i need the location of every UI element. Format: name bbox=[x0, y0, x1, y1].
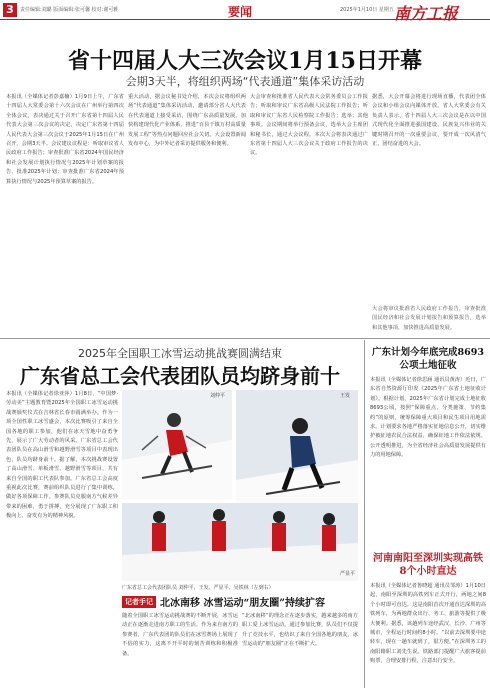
lead-column-3: 大会审查和批准省人民代表大会常务委员会工作报告；听取和审议广东省高级人民法院工作报告；听取和审议广东省人民检察院工作报告；选举；其他事项。会议期间将举行预备会议，选举大会主席团和秘书长，通过大会议程。本次大会将表决通过广东省第十四届人大三次会议关于政府工作报告的决议。 bbox=[250, 94, 368, 157]
lead-column-1: 本报讯（全媒体记者彭嘉楠）1月9日上午，广东省十四届人大常委会第十六次会议在广州举行第四次全体会议，表决通过关于召开广东省第十四届人民代表大会第三次会议的决定，决定广东省第十四届人民代表大会第三次会议于2025年1月15日在广州召开，会期3天半。会议建议议程是：听取审议省人民政府工作报告；审查批准广东省2024年国民经济和社会发展计划执行情况与2025年计划草案的报告，批准2025年计划；审查批准广东省2024年预算执行情况与2025年预算草案的报告。 bbox=[6, 94, 124, 185]
team-photo bbox=[122, 503, 358, 581]
lead-column-4: 据悉，大会开幕会将进行现场直播，代表团全体会议和小组会议向媒体开放。省人大常委会有关负责人表示，省十四届人大三次会议是在以中国式现代化全面推进强国建设、民族复兴伟业的关键时期召开的一次重要会议，要开成一次风清气正、团结奋进的大会。 bbox=[372, 94, 486, 148]
team-photo-caption: 广东省总工会代表团队员 刘仲平、王发、严显平、吴铁林（左到右） bbox=[122, 585, 274, 591]
issue-date: 2025年1月10日 星期五 bbox=[340, 7, 394, 13]
masthead-logo: 南方工报 bbox=[394, 4, 459, 23]
photo-caption-1: 刘仲平 bbox=[210, 393, 226, 399]
editors-line: 责任编辑:刘璐 版面编辑:张可馨 校对:谢可雅 bbox=[20, 7, 119, 13]
story-headline: 广东省总工会代表团队员均跻身前十 bbox=[20, 364, 340, 388]
notes-column-1: 随着全国职工冰雪运动挑战赛的不断开展，冰雪运动正在逐渐走进南方职工的生活。作为来自南方的参赛者，广东代表团的队员们在冰雪赛场上展现了不俗的实力，这离不开平时的刻苦训练和积极准备。 bbox=[122, 613, 238, 657]
land-story-body: 本报讯（全媒体记者徐思涵 通讯员黄涛）近日，广东省自然资源厅印发《2025年广东省土地征收计划》。根据计划，2025年广东省计划完成土地征收8693公顷，按照“保障重点、分类施策、节约集约”的原则，统筹保障重大项目和民生项目用地需求。计划要求各地严格落实征地信息公开，切实维护被征地农民合法权益，确保征地工作依法依规、公开透明推进，为全省经济社会高质量发展提供有力的用地保障。 bbox=[370, 377, 486, 459]
lead-subheadline: 会期3天半，将组织两场“代表通道”集体采访活动 bbox=[125, 75, 365, 88]
story-kicker: 2025年全国职工冰雪运动挑战赛圆满结束 bbox=[78, 347, 282, 360]
notes-headline: 北冰南移 冰雪运动“朋友圈”持续扩容 bbox=[160, 598, 325, 609]
notes-column-2: “北冰南移”的理念正在逐步落实，越来越多的南方职工爱上冰雪运动。通过参加比赛，队员们不仅提升了竞技水平，也结识了来自全国各地的朋友，冰雪运动的“朋友圈”正在不断扩大。 bbox=[242, 613, 358, 648]
lead-column-2: 重大活动，据会议秘书处介绍，本次会议将组织两场“代表通道”集体采访活动，邀请部分省人大代表在代表通道上接受采访，围绕广东高质量发展、加快构建现代化产业体系、推进“百县千镇万村高质量发展工程”等热点问题回应社会关切。大会设置新闻发布中心，为中外记者采访提供服务和便利。 bbox=[128, 94, 246, 148]
lead-headline: 省十四届人大三次会议1月15日开幕 bbox=[68, 48, 422, 74]
lead-pull-text: 大会将审议批准省人民政府工作报告，审查批准国民经济和社会发展计划报告和预算报告，选举和其他事项，加快推进高质量发展。 bbox=[372, 306, 486, 331]
photo-caption-4: 严显平 bbox=[340, 571, 356, 577]
notes-tag: 记者手记 bbox=[122, 596, 156, 608]
right-column-divider bbox=[364, 340, 365, 688]
land-story-headline: 广东计划今年底完成8693公项土地征收 bbox=[372, 347, 484, 371]
skier-photo-1 bbox=[122, 390, 232, 500]
rail-story-body: 本报讯（全媒体记者鲁晓超 通讯员邹涛）1月10日起，南阳至深圳的高铁列车正式开行，两地之间8个小时即可直达。这是南阳首次开通直达深圳的高铁列车，为两地群众出行、务工、旅游等提供了极大便利。据悉，该趟列车途经武汉、长沙、广州等城市，全程运行时间约8小时。“以前去深圳要中途转车，现在一趟车就到了，很方便。”在深圳务工的南阳籍职工刘先生说。铁路部门提醒广大旅客提前购票，合理安排行程，注意出行安全。 bbox=[370, 583, 486, 665]
photo-caption-2: 王发 bbox=[340, 393, 351, 399]
page-number: 3 bbox=[3, 3, 17, 17]
section-divider bbox=[0, 338, 490, 339]
section-title: 要闻 bbox=[228, 5, 253, 19]
rail-story-headline: 河南南阳至深圳实现高铁8个小时直达 bbox=[373, 553, 483, 577]
story-column-1: 本报讯（全媒体记者徐亚萍）1月8日，“中国梦·劳动美”主题教育暨2025年全国职工冰雪运动挑战赛颁奖仪式在吉林省长春市圆满举办。作为一项全国性职工冰雪盛会，本次比赛吸引了来自全国各地的职工参加，他们在冰天雪地中奋勇争先，展示了广大劳动者的风采。广东省总工会代表团队员在高山滑雪和越野滑雪等项目中表现出色，队员均跻身前十。据了解，本次挑战赛设置了高山滑雪、单板滑雪、越野滑雪等项目，共有来自全国的职工代表队参加。广东省总工会高度重视此次比赛，赛前组织队员进行了集中训练，做好各项保障工作。参赛队员克服南方气候差异带来的困难，勇于拼搏，充分展现了广东职工积极向上、奋发有为的精神风貌。 bbox=[6, 391, 118, 520]
skier-photo-2 bbox=[236, 390, 358, 520]
